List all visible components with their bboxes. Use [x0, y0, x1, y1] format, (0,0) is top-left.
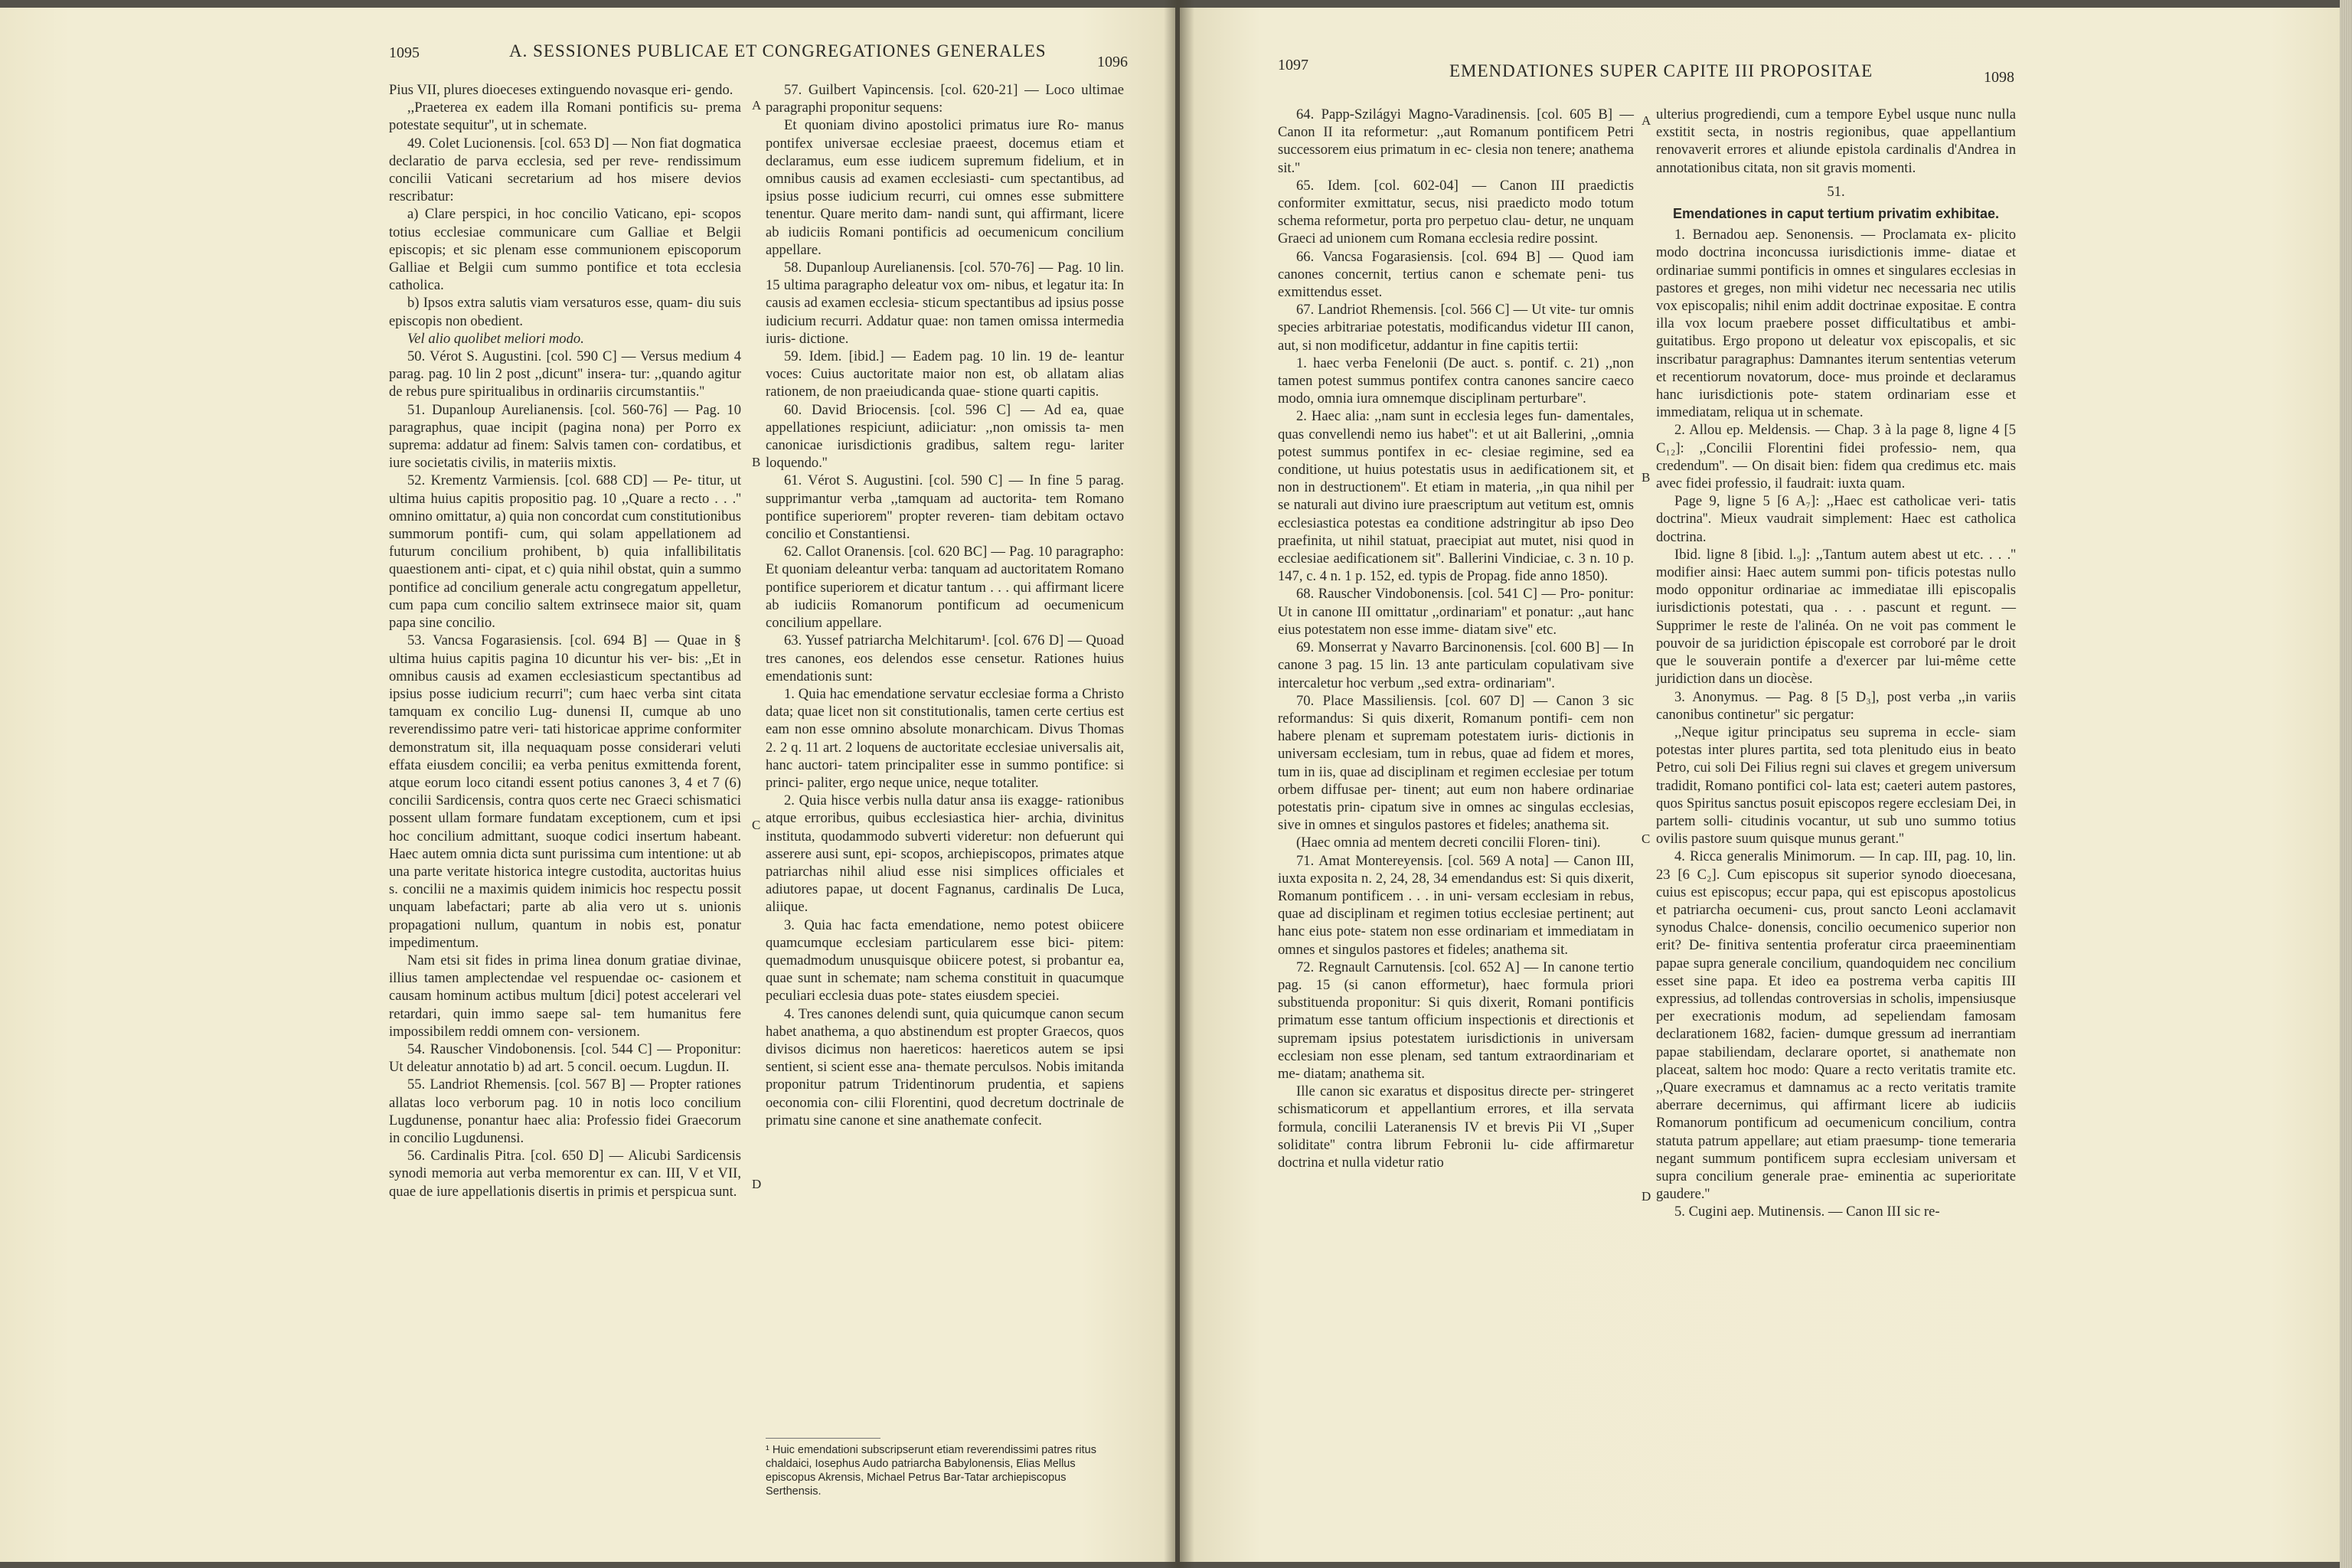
paragraph: 52. Krementz Varmiensis. [col. 688 CD] — Pe- titur, ut ultima huius capitis propositio pag. 10 ,,Quare a recto . . .'' omnino omittatur, a) quia non concordat cum constitutionibus summorum pontifi- cum, qui solam appellationem ad futurum concilium prohibent, b) quia infallibilitatis quaestionem anti- cipat, et c) quia nihil obstat, quin a summo pontifice ad concilium generale actu congregatum appelletur, cum papa cum concilio saltem extrinsece maior sit, quam papa sine concilio.	[389, 472, 741, 632]
paragraph: 4. Ricca generalis Minimorum. — In cap. III, pag. 10, lin. 23 [6 C₂]. Cum episcopus sit superior synodo dioecesana, cuius est episcopus; eccur papa, qui est episcopus apostolicus et patriarcha oecumeni- cus, prout sancto Leoni acclamavit synodus Chalce- donensis, concilio oecumenico superior non erit? De- finitiva sententia proferatur circa praeeminentiam papae supra generale concilium, quandoquidem nec concilium esset sine papa. Et ideo ea postrema verba capitis III expressius, ad tollendas controversias in scholis, impensiusque per execrationis modum, ad sepeliendam famosam declarationem 1682, facien- dumque gressum ad inerrantiam papae stabiliendam, declarare oportet, si anathemate non placeat, saltem hoc modo: Quare a recto veritatis tramite etc. ,,Quare execramus et damnamus ac a recto veritatis tramite aberrare decernimus, qui affirmant licere ab iudiciis Romanorum pontificum ad oecumenicum concilium, contra statuta patrum appellare; aut etiam praesump- tione temeraria negant summum pontificem supra ecclesiam universam et supra concilium generale prae- eminentia ac superioritate gaudere.''	[1656, 848, 2016, 1203]
paragraph: 5. Cugini aep. Mutinensis. — Canon III sic re-	[1674, 1204, 1940, 1220]
paragraph: ,,Neque igitur principatus seu suprema in eccle- siam potestas inter plures partita, sed tota plenitudo eius in beato Petro, cui soli Dei Filius regni sui claves et gregem universum tradidit, Romano pontifici col- lata est; caeteri autem pastores, quos Spiritus sanctus posuit episcopos regere ecclesiam Dei, in partem solli- citudinis vocantur, ut sub uno summo totius ovilis pastore suum quisque munus gerant.''	[1656, 724, 2016, 848]
paragraph: 63. Yussef patriarcha Melchitarum¹. [col. 676 D] — Quoad tres canones, eos delendos esse censetur. Rationes huius emendationis sunt:	[766, 632, 1124, 684]
paragraph: 57. Guilbert Vapincensis. [col. 620-21] — Loco ultimae paragraphi proponitur sequens:	[766, 82, 1124, 116]
paragraph: Et quoniam divino apostolici primatus iure Ro- manus pontifex universae ecclesiae praeest, docemus etiam et declaramus, eum esse iudicem supremum fidelium, et in omnibus causis ad examen ecclesiasti- cum spectantibus, ad ipsius posse iudicium recurri, cui omnes esse submittere tenentur. Quare merito dam- nandi sunt, qui affirmant, licere ab iudiciis Romani pontificis ad oecumenicum concilium appellare.	[766, 117, 1124, 258]
paragraph: 59. Idem. [ibid.] — Eadem pag. 10 lin. 19 de- leantur voces: Cuius auctoritate maior non est, ob allatam alias rationem, de non praeiudicanda quae- stione quarti capitis.	[766, 348, 1124, 400]
paragraph: 2. Allou ep. Meldensis. — Chap. 3 à la page 8, ligne 4 [5 C₁₂]: ,,Concilii Florentini fidei professio- nem, qua credendum''. — On disait bien: fidem qua credimus etc. mais avec fidei professio, il faudrait: iuxta quam.	[1656, 422, 2016, 492]
paragraph: 2. Quia hisce verbis nulla datur ansa iis exagge- rationibus atque erroribus, quibus ecclesiastica hier- archia, divinitus instituta, quodammodo subverti videretur: non defuerunt qui asserere ausi sunt, epi- scopos, archiepiscopos, primates atque patriarchas nihil aliud esse nisi simplices officiales et adiutores papae, ut docent Fagnanus, cardinalis De Luca, aliique.	[766, 792, 1124, 916]
text-column-left	[389, 81, 741, 1200]
page-number: 1098	[1984, 69, 2014, 86]
paragraph: 50. Vérot S. Augustini. [col. 590 C] — Versus medium 4 parag. pag. 10 lin 2 post ,,dicunt'' insera- tur: ,,quando agitur de rebus pure spiritualibus in ordinariis circumstantiis.''	[389, 348, 741, 400]
margin-letter: D	[752, 1177, 762, 1191]
paragraph: 1. haec verba Fenelonii (De auct. s. pontif. c. 21) ,,non tamen potest summus pontifex contra canones sancire caeco modo, omnia iura omnemque disciplinam perturbare''.	[1278, 354, 1634, 407]
paragraph: 3. Anonymus. — Pag. 8 [5 D₃], post verba ,,in variis canonibus continetur'' sic pergatur:	[1656, 688, 2016, 723]
page-number: 1096	[1097, 54, 1128, 70]
paragraph: Page 9, ligne 5 [6 A₇]: ,,Haec est catholicae veri- tatis doctrina''. Mieux vaudrait simplement: Haec est catholica doctrina.	[1656, 493, 2016, 545]
paragraph: 66. Vancsa Fogarasiensis. [col. 694 B] — Quod iam canones concernit, tertius canon e schemate peni- tus exmittendus esset.	[1278, 248, 1634, 301]
paragraph: 51. Dupanloup Aurelianensis. [col. 560-76] — Pag. 10 paragraphus, quae incipit (pagina nona) per Porro ex suprema: addatur ad finem: Salvis tamen con- cordatibus, et iure societatis civilis, in materiis mixtis.	[389, 401, 741, 472]
footnote-rule	[766, 1438, 880, 1439]
footnote-text: ¹ Huic emendationi subscripserunt etiam reverendissimi patres ritus chaldaici, Iosephus Audo patriarcha Babylonensis, Elias Mellus episcopus Akrensis, Michael Petrus Bar-Tatar archiepiscopus Serthensis.	[766, 1444, 1096, 1498]
text-column-left	[1278, 106, 1634, 1171]
paragraph: 54. Rauscher Vindobonensis. [col. 544 C] — Proponitur: Ut deleatur annotatio b) ad art. 5 concil. oecum. Lugdun. II.	[389, 1040, 741, 1076]
margin-letter: D	[1642, 1189, 1651, 1204]
paragraph: 60. David Briocensis. [col. 596 C] — Ad ea, quae appellationes respiciunt, adiiciatur: ,,non omissis ta- men canonicae iurisdictionis gradibus, saltem regu- lariter loquendo.''	[766, 401, 1124, 472]
paragraph: 67. Landriot Rhemensis. [col. 566 C] — Ut vite- tur omnis species arbitrariae potestatis, modificandus videtur III canon, aut, si non modificetur, addantur in fine capitis tertii:	[1278, 302, 1634, 354]
paragraph: Vel alio quolibet meliori modo.	[407, 330, 584, 347]
paragraph: 58. Dupanloup Aurelianensis. [col. 570-76] — Pag. 10 lin. 15 ultima paragrapho deleatur vox om- nibus, et legatur ita: In causis ad examen ecclesia- sticum spectantibus ad ipsius posse iudicium recurri. Addatur quae: non tamen omissa intermedia iuris- dictione.	[766, 260, 1124, 347]
right-page	[1180, 8, 2340, 1562]
paragraph: 71. Amat Montereyensis. [col. 569 A nota] — Canon III, iuxta exposita n. 2, 24, 28, 34 emendandus est: Si quis dixerit, Romanum pontificem . . . in uni- versam ecclesiam in rebus, quae ad disciplinam et regimen totius ecclesiae pertinent; aut hanc eius pote- statem non esse ordinariam et immediatam in omnes et singulos pastores et fideles; anathema sit.	[1278, 852, 1634, 958]
paragraph: Ille canon sic exaratus et dispositus directe per- stringeret schismaticorum et appellantium errores, et illa servata formula, concilii Lateranensis IV et brevis Pii VI ,,Super soliditate'' contra librum Febronii lu- cide affirmaretur doctrina et nulla videtur ratio	[1278, 1083, 1634, 1171]
paragraph: 53. Vancsa Fogarasiensis. [col. 694 B] — Quae in § ultima huius capitis pagina 10 dicuntur his ver- bis: ,,Et in omnibus causis ad examen ecclesiasticum spectantibus ad ipsius posse iudicium recurri''; cum haec verba sint citata tamquam ex concilio Lug- dunensi II, cumque ab uno reverendissimo patre veri- tati historicae apprime conformiter demonstratum sit, illa nequaquam posse considerari veluti effata eiusdem concilii; ea verba penitus exmittenda forent, atque eorum loco citandi essent potius canones 3, 4 et 7 (6) concilii Sardicensis, contra quos certe nec Graeci schismatici possent ullam formare fundatam exceptionem, cum et ipsi hoc concilium admittant, suoque codici insertum habeant. Haec autem omnia dicta sunt purissima cum intentione: ut ab una parte veritate historica integre custodita, auctoritas huius s. concilii ne a maximis quidem inimicis hoc respectu possit unquam labefactari; parte ab alia vero ut s. unionis propagationi nullum, quantum in nobis est, ponatur impedimentum.	[389, 632, 741, 951]
margin-letter: C	[752, 818, 761, 832]
margin-letter: B	[1642, 470, 1651, 485]
margin-letter: A	[1642, 113, 1651, 128]
paragraph: 68. Rauscher Vindobonensis. [col. 541 C] — Pro- ponitur: Ut in canone III omittatur ,,ordinariam'' et ponatur: ,,aut hanc eius potestatem non esse imme- diatam sive'' etc.	[1278, 586, 1634, 638]
paragraph: (Haec omnia ad mentem decreti concilii Floren- tini).	[1296, 835, 1601, 851]
paragraph: ulterius progrediendi, cum a tempore Eybel usque nunc nulla exstitit secta, in nostris regionibus, quae appellantium renovaverit errores et aliunde epistola cardinalis d'Andrea in annotationibus citata, non sit gravis momenti.	[1656, 106, 2016, 176]
text-column-right	[766, 81, 1124, 1129]
left-page	[0, 8, 1175, 1562]
paragraph: 61. Vérot S. Augustini. [col. 590 C] — In fine 5 parag. supprimantur verba ,,tamquam ad auctorita- tem Romano pontifice superiorem'' propter reveren- tiam debitam octavo concilio et Constantiensi.	[766, 472, 1124, 543]
paragraph: 56. Cardinalis Pitra. [col. 650 D] — Alicubi Sardicensis synodi memoria aut verba memorentur ex can. III, V et VII, quae de iure appellationis disertis in primis et perspicua sunt.	[389, 1148, 741, 1200]
paragraph: 64. Papp-Szilágyi Magno-Varadinensis. [col. 605 B] — Canon II ita reformetur: ,,aut Romanum pontificem Petri successorem eius primatum in ec- clesia non tenere; anathema sit.''	[1278, 106, 1634, 176]
paragraph: 49. Colet Lucionensis. [col. 653 D] — Non fiat dogmatica declaratio de parva ecclesia, sed per reve- rendissimum concilii Vaticani secretarium ad hos misere devios rescribatur:	[389, 135, 741, 205]
paragraph: 55. Landriot Rhemensis. [col. 567 B] — Propter rationes allatas loco verborum pag. 10 in notis loco concilium Lugdunense, ponantur haec alia: Professio fidei Graecorum in concilio Lugdunensi.	[389, 1076, 741, 1146]
paragraph: 2. Haec alia: ,,nam sunt in ecclesia leges fun- damentales, quas convellendi nemo ius habet'': et ut ait Ballerini, ,,omnia potest summus pontifex in ec- clesiae regimine, sed ea conditione, ut huius potestatis usus in aedificationem sit, et non in destructionem''. Et etiam in materia, ,,in qua nihil per se naturali aut divino iure praescriptum aut vetitum est, omnis ecclesiastica potestas ea conditione adstringitur ab ipso Deo praefinita, ut nihil statuat, praecipiat aut mutet, nisi quod in ecclesiae aedificationem sit''. Ballerini Vindiciae, c. 3 n. 10 p. 147, c. 4 n. 1 p. 152, ed. typis de Propag. fide anno 1850).	[1278, 408, 1634, 585]
paragraph: Ibid. ligne 8 [ibid. l.₉]: ,,Tantum autem abest ut etc. . . .'' modifier ainsi: Haec autem summi pon- tificis potestas nullo modo opponitur ordinariae ac immediatae illi episcopalis iurisdictionis potestati, qua . . . pascunt et regunt. — Supprimer le reste de l'alinéa. On ne voit pas comment le pouvoir de sa juridiction épiscopale est corroboré par le droit que le souverain pontife a d'exercer par lui-même cette juridiction dans un diocèse.	[1656, 546, 2016, 688]
footnote	[766, 1438, 1124, 1498]
paragraph: 70. Place Massiliensis. [col. 607 D] — Canon 3 sic reformandus: Si quis dixerit, Romanum pontifi- cem non habere plenam et supremam potestatem iuris- dictionis in universam ecclesiam, tum in rebus, quae ad fidem et mores, tum in iis, quae ad disciplinam et regimen ecclesiae per totum orbem diffusae per- tinent; aut eum non habere ordinariae potestatis prin- cipatum sive in omnes ac singulas ecclesias, sive in omnes et singulos pastores et fideles; anathema sit.	[1278, 692, 1634, 834]
paragraph: 65. Idem. [col. 602-04] — Canon III praedictis conformiter exmittatur, secus, nisi praedicto modo totum schema reformetur, porta pro perpetuo clau- detur, ne unquam Graeci ad unionem cum Romana ecclesia redire possint.	[1278, 177, 1634, 247]
section-title: Emendationes in caput tertium privatim exhibitae.	[1672, 206, 2000, 222]
page-number: 1095	[389, 44, 420, 61]
running-header: A. SESSIONES PUBLICAE ET CONGREGATIONES GENERALES	[509, 41, 1047, 60]
paragraph: 62. Callot Oranensis. [col. 620 BC] — Pag. 10 paragrapho: Et quoniam deleantur verba: tanquam ad auctoritatem Romano pontifice superiorem et dicatur tantum . . . qui affirmant licere ab iudiciis Romanorum pontificum ad oecumenicum concilium appellare.	[766, 544, 1124, 632]
margin-letter: A	[752, 98, 762, 113]
paragraph: Nam etsi sit fides in prima linea donum gratiae divinae, illius tamen amplectendae vel respuendae oc- casionem et causam hominum actibus multum [dici] potest accelerari vel retardari, quin immo saepe sal- tem humanitus fere impossibilem reddi omnem con- versionem.	[389, 952, 741, 1040]
section-number: 51.	[1827, 183, 1845, 200]
paragraph: 69. Monserrat y Navarro Barcinonensis. [col. 600 B] — In canone 3 pag. 15 lin. 13 ante particulam copulativam sive intercaletur hoc verbum ,,sed extra- ordinariam''.	[1278, 639, 1634, 691]
text-column-right	[1656, 106, 2016, 1221]
margin-letter: C	[1642, 831, 1651, 846]
paragraph: a) Clare perspici, in hoc concilio Vaticano, epi- scopos totius ecclesiae communicare cum Galliae et Belgii episcopis; et sic plenam esse communionem episcoporum Galliae et Belgii cum summo pontifice et tota ecclesia catholica.	[389, 206, 741, 294]
running-header: EMENDATIONES SUPER CAPITE III PROPOSITAE	[1449, 61, 1873, 80]
paragraph: ,,Praeterea ex eadem illa Romani pontificis su- prema potestate sequitur'', ut in schemate.	[389, 100, 741, 134]
margin-letter: B	[752, 455, 761, 469]
paragraph: Pius VII, plures dioeceses extinguendo novasque eri- gendo.	[389, 82, 733, 98]
paragraph: 4. Tres canones delendi sunt, quia quicumque canon secum habet anathema, a quo abstinendum est propter Graecos, quos divisos dicimus non haereticos: haereticos autem se ipsi sentient, si scient esse ana- themate perculsos. Nobis imitanda proponitur patrum Tridentinorum prudentia, et sapiens oeconomia con- cilii Florentini, quod decretum doctrinale de primatu sine canone et sine anathemate confecit.	[766, 1005, 1124, 1129]
page-edges	[2340, 0, 2352, 1568]
paragraph: 72. Regnault Carnutensis. [col. 652 A] — In canone tertio pag. 15 (si canon efformetur), haec formula priori substituenda proponitur: Si quis dixerit, Romani pontificis primatum esse tantum officium inspectionis et directionis et supremam ipsius potestatem iurisdictionis in universam ecclesiam non esse plenam, sed tantum extraordinariam et me- diatam; anathema sit.	[1278, 959, 1634, 1082]
paragraph: 3. Quia hac facta emendatione, nemo potest obiicere quamcumque ecclesiam particularem esse bici- pitem: quemadmodum unusquisque obiicere potest, si probantur ea, quae sunt in schemate; nam schema constituit in quacumque peculiari ecclesia duas pote- states eiusdem speciei.	[766, 916, 1124, 1004]
book-gutter	[1164, 0, 1194, 1568]
paragraph: 1. Bernadou aep. Senonensis. — Proclamata ex- plicito modo doctrina inconcussa iurisdictionis imme- diatae et ordinariae summi pontificis in omnes et singulares ecclesias in pastores et greges, non mihi videtur nec necessaria nec utilis vox episcopalis; nihil enim addit doctrinae expositae. E contra illa vox locum praebere posset difficultatibus et ambi- guitatibus. Ergo propono ut deleatur vox episcopalis, et sic inscribatur paragraphus: Damnantes iterum sententias veterum et recentiorum novatorum, doce- mus proinde et declaramus hanc iurisdictionis pote- statem ordinariam esse et immediatam, reliqua ut in schemate.	[1656, 227, 2016, 421]
page-number: 1097	[1278, 57, 1308, 74]
paragraph: 1. Quia hac emendatione servatur ecclesiae forma a Christo data; quae licet non sit constitutionalis, tamen certe certius est eam non esse omnino absolute monarchicam. Divus Thomas 2. 2 q. 11 art. 2 loquens de auctoritate ecclesiae universalis ait, hanc auctori- tatem principaliter esse in summo pontifice: si princi- paliter, ergo neque unice, neque totaliter.	[766, 685, 1124, 791]
paragraph: b) Ipsos extra salutis viam versaturos esse, quam- diu suis episcopis non obedient.	[389, 295, 741, 329]
